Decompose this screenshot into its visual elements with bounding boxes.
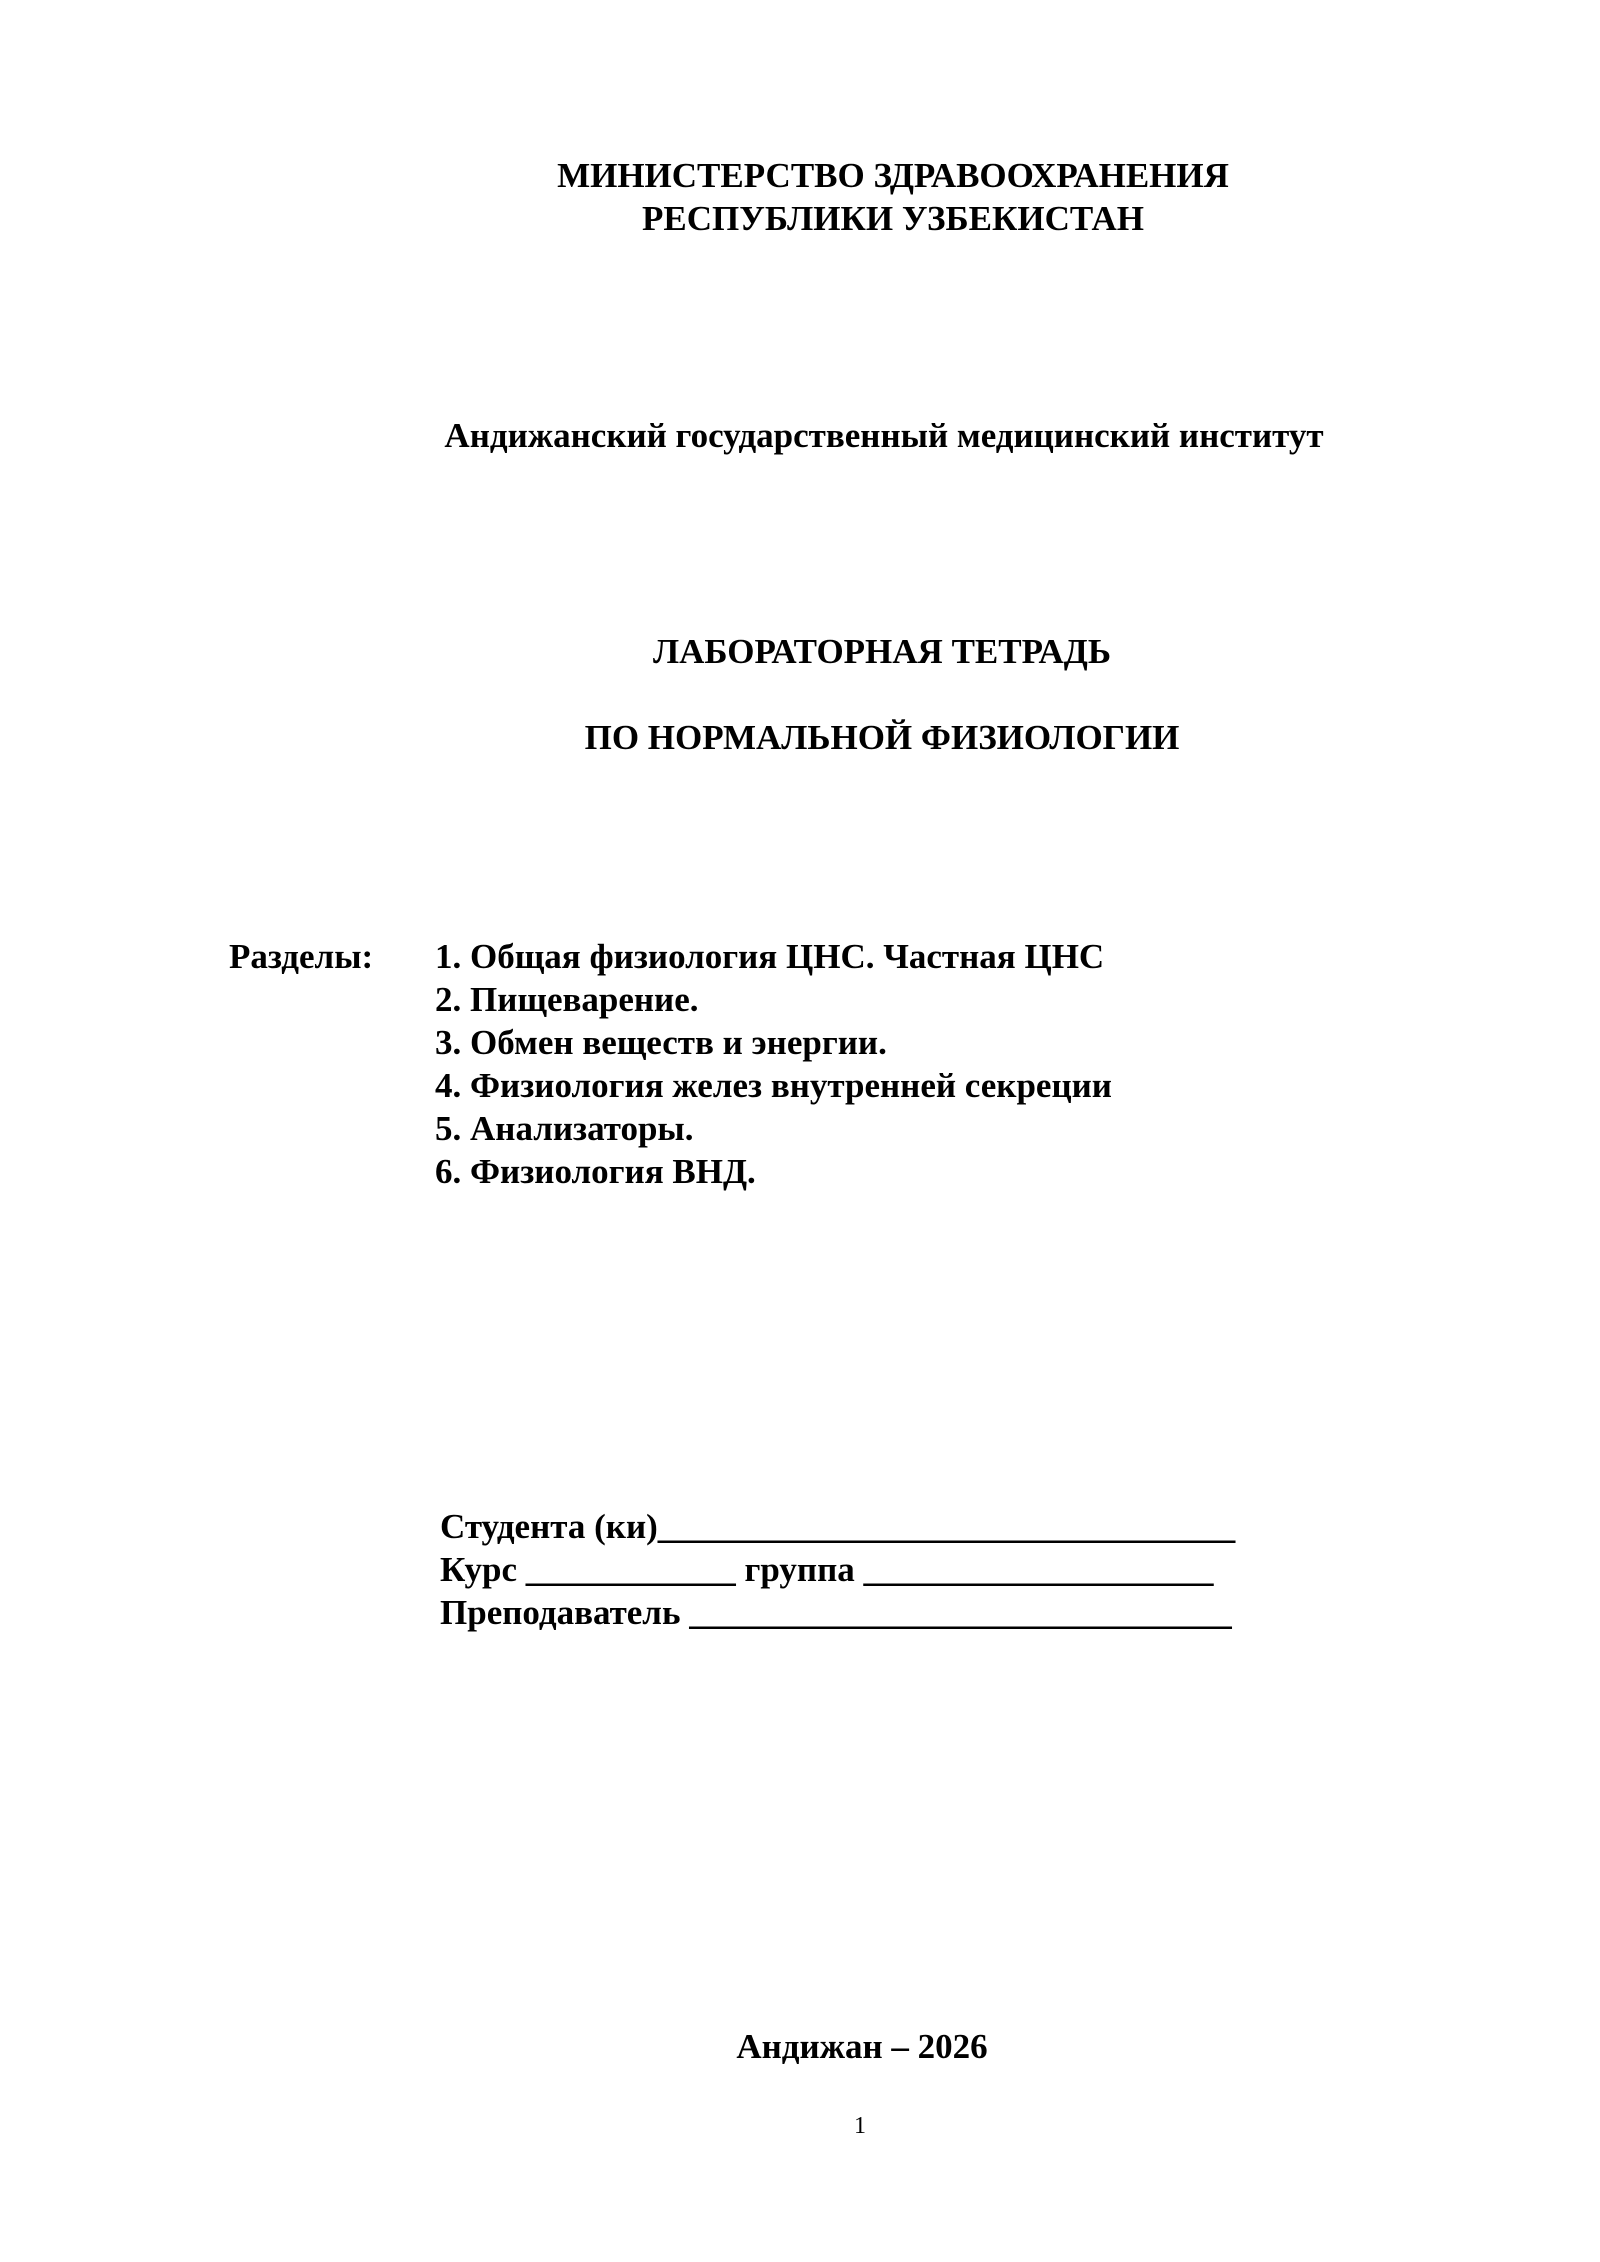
ministry-title-line-1: МИНИСТЕРСТВО ЗДРАВООХРАНЕНИЯ: [557, 156, 1229, 195]
institute-name: Андижанский государственный медицинский институт: [444, 416, 1324, 455]
section-item: 1. Общая физиология ЦНС. Частная ЦНС: [435, 937, 1105, 976]
section-item: 3. Обмен веществ и энергии.: [435, 1023, 887, 1062]
section-item: 2. Пищеварение.: [435, 980, 699, 1019]
course-group-field: Курс ____________ группа ____________________: [440, 1550, 1214, 1589]
document-title-line-1: ЛАБОРАТОРНАЯ ТЕТРАДЬ: [652, 632, 1112, 671]
teacher-field: Преподаватель _______________________________: [440, 1593, 1232, 1632]
sections-label: Разделы:: [229, 937, 374, 976]
ministry-title-line-2: РЕСПУБЛИКИ УЗБЕКИСТАН: [642, 199, 1144, 238]
document-title-line-2: ПО НОРМАЛЬНОЙ ФИЗИОЛОГИИ: [584, 718, 1180, 757]
page-number: 1: [854, 2113, 866, 2139]
section-item: 5. Анализаторы.: [435, 1109, 694, 1148]
student-name-field: Студента (ки)_________________________________: [440, 1507, 1236, 1546]
city-year: Андижан – 2026: [736, 2027, 988, 2066]
section-item: 6. Физиология ВНД.: [435, 1152, 756, 1191]
section-item: 4. Физиология желез внутренней секреции: [435, 1066, 1112, 1105]
